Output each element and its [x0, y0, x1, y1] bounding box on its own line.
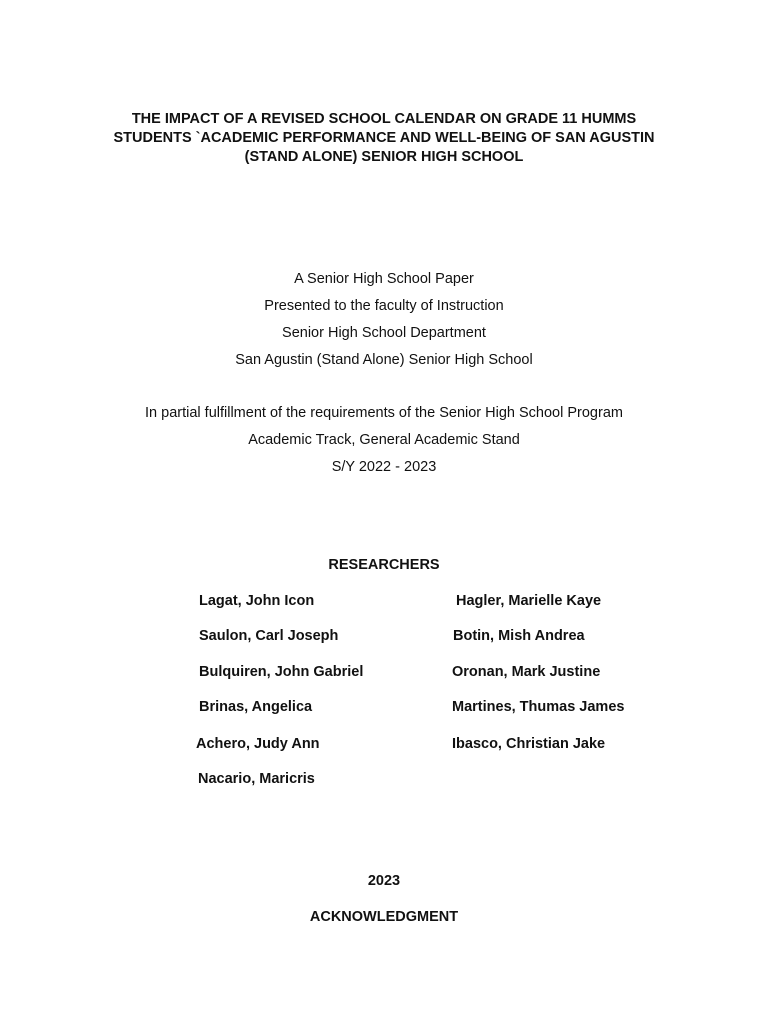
academic-track: Academic Track, General Academic Stand	[248, 432, 520, 448]
school-year: S/Y 2022 - 2023	[331, 459, 437, 475]
presented-to: Presented to the faculty of Instruction	[264, 298, 504, 314]
researcher-name: Hagler, Marielle Kaye	[456, 593, 602, 609]
paper-title	[60, 110, 708, 167]
researcher-name: Bulquiren, John Gabriel	[199, 664, 364, 680]
title-line: (STAND ALONE) SENIOR HIGH SCHOOL	[244, 149, 524, 165]
researcher-name: Brinas, Angelica	[199, 699, 313, 715]
title-line: THE IMPACT OF A REVISED SCHOOL CALENDAR ON GRADE 11 HUMMS	[131, 111, 637, 127]
researcher-name: Achero, Judy Ann	[196, 736, 320, 752]
researchers-heading: RESEARCHERS	[328, 557, 440, 573]
acknowledgment-heading: ACKNOWLEDGMENT	[309, 909, 459, 925]
researcher-name: Oronan, Mark Justine	[452, 664, 601, 680]
department: Senior High School Department	[282, 325, 486, 341]
title-line: STUDENTS `ACADEMIC PERFORMANCE AND WELL-BEING OF SAN AGUSTIN	[113, 130, 655, 146]
researcher-name: Lagat, John Icon	[199, 593, 315, 609]
researcher-name: Nacario, Maricris	[198, 771, 315, 787]
researcher-name: Saulon, Carl Joseph	[199, 628, 339, 644]
researcher-name: Martines, Thumas James	[452, 699, 625, 715]
researcher-name: Botin, Mish Andrea	[453, 628, 585, 644]
fulfillment-statement: In partial fulfillment of the requirements of the Senior High School Program	[145, 405, 623, 421]
paper-type: A Senior High School Paper	[294, 271, 474, 287]
researcher-name: Ibasco, Christian Jake	[452, 736, 606, 752]
year: 2023	[367, 873, 401, 889]
school-name: San Agustin (Stand Alone) Senior High School	[235, 352, 533, 368]
